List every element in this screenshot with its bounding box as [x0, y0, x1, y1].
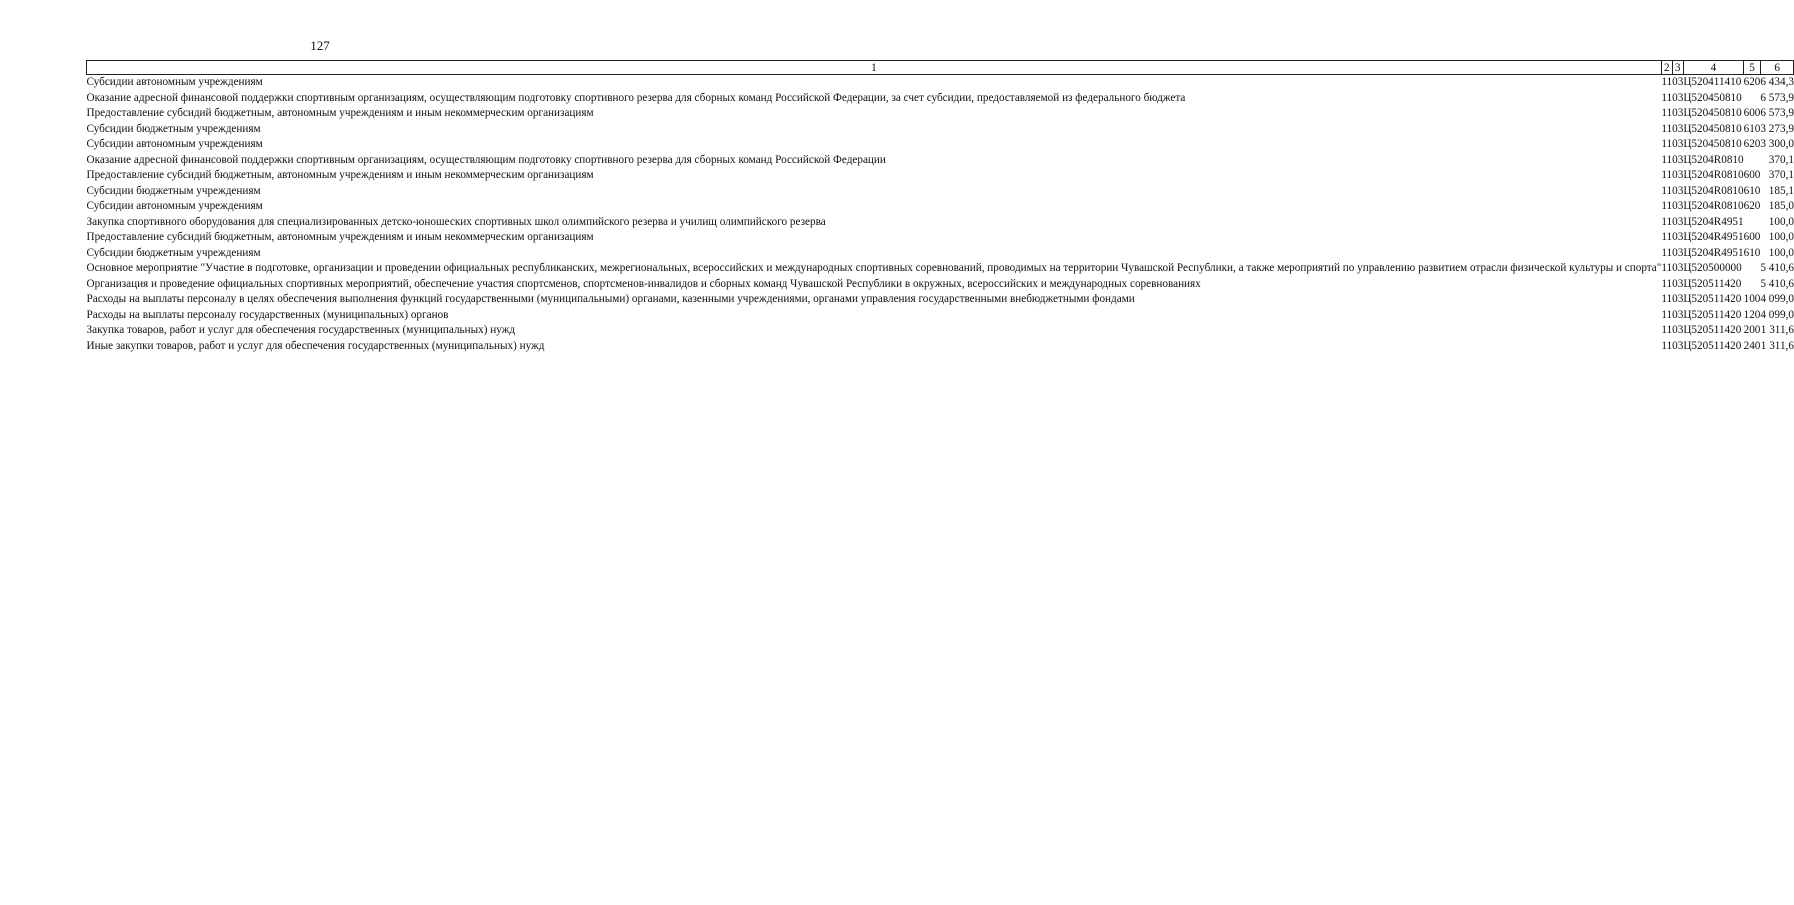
section-cell: 11 [1661, 262, 1673, 274]
expense-type-cell: 600 [1743, 169, 1761, 181]
section-cell: 11 [1661, 153, 1673, 166]
table-row [87, 137, 1794, 153]
row-name-cell: Основное мероприятие "Участие в подготовке, организации и проведении официальных республиканских, межрегиональных, всероссийских и международных спортивных соревнований, проводимых на территории Чувашской Республики, а также мероприятий по управлению развитием отрасли физической культуры и спорта" [86, 262, 1662, 274]
row-name-cell: Субсидии бюджетным учреждениям [86, 184, 261, 197]
expense-type-cell [1744, 277, 1761, 293]
expense-type-cell: 120 [1743, 308, 1761, 321]
amount-cell: 6 573,9 [1760, 91, 1794, 104]
section-cell: 11 [1661, 231, 1673, 243]
expense-type-cell: 610 [1743, 184, 1761, 197]
table-row [87, 75, 1794, 91]
target-article-cell: Ц520450810 [1683, 138, 1742, 150]
target-article-cell: Ц520411410 [1683, 76, 1742, 88]
amount-cell: 6 573,9 [1760, 107, 1794, 119]
section-cell: 11 [1661, 200, 1673, 212]
column-header: 5 [1744, 61, 1761, 75]
target-article-cell: Ц520450810 [1683, 122, 1742, 135]
section-cell: 11 [1661, 215, 1673, 228]
subsection-cell: 03 [1672, 122, 1684, 135]
table-row [87, 277, 1794, 293]
row-name-cell: Субсидии автономным учреждениям [86, 200, 263, 212]
table-row [87, 261, 1794, 277]
subsection-cell: 03 [1672, 246, 1684, 259]
table-row [87, 153, 1794, 169]
expense-type-cell: 240 [1743, 339, 1761, 352]
subsection-cell: 03 [1672, 262, 1684, 274]
row-name-cell: Оказание адресной финансовой поддержки спортивным организациям, осуществляющим подготовку спортивного резерва для сборных команд Российской Федерации, за счет субсидии, предоставляемой из федерального бюджета [86, 91, 1186, 104]
target-article-cell: Ц520511420 [1683, 324, 1742, 336]
table-row [87, 339, 1794, 355]
subsection-cell: 03 [1672, 153, 1684, 166]
subsection-cell: 03 [1672, 339, 1684, 352]
row-name-cell: Субсидии автономным учреждениям [86, 138, 263, 150]
section-cell: 11 [1661, 308, 1673, 321]
expense-type-cell [1744, 261, 1761, 277]
amount-cell: 185,1 [1768, 184, 1794, 197]
expense-type-cell: 600 [1743, 107, 1761, 119]
subsection-cell: 03 [1672, 308, 1684, 321]
expense-type-cell: 620 [1743, 200, 1761, 212]
row-name-cell: Субсидии бюджетным учреждениям [86, 246, 261, 259]
subsection-cell: 03 [1672, 293, 1684, 305]
expense-type-cell [1744, 91, 1761, 107]
amount-cell: 100,0 [1768, 246, 1794, 259]
target-article-cell: Ц5204R4951 [1683, 215, 1744, 228]
subsection-cell: 03 [1672, 169, 1684, 181]
subsection-cell: 03 [1672, 231, 1684, 243]
section-cell: 11 [1661, 169, 1673, 181]
subsection-cell: 03 [1672, 107, 1684, 119]
row-name-cell: Оказание адресной финансовой поддержки спортивным организациям, осуществляющим подготовку спортивного резерва для сборных команд Российской Федерации [86, 153, 886, 166]
amount-cell: 5 410,6 [1760, 262, 1794, 274]
table-row [87, 122, 1794, 138]
section-cell: 11 [1661, 246, 1673, 259]
expense-type-cell: 100 [1743, 293, 1761, 305]
expense-type-cell: 200 [1743, 324, 1761, 336]
table-row [87, 168, 1794, 184]
expense-type-cell [1744, 215, 1761, 231]
expense-type-cell: 600 [1743, 231, 1761, 243]
column-header: 1 [87, 61, 1662, 75]
table-row [87, 199, 1794, 215]
subsection-cell: 03 [1672, 277, 1684, 290]
column-header: 6 [1760, 61, 1794, 75]
amount-cell: 1 311,6 [1760, 339, 1794, 352]
subsection-cell: 03 [1672, 91, 1684, 104]
subsection-cell: 03 [1672, 76, 1684, 88]
amount-cell: 3 273,9 [1760, 122, 1794, 135]
target-article-cell: Ц520511420 [1683, 339, 1742, 352]
expense-type-cell: 620 [1743, 138, 1761, 150]
expense-type-cell: 610 [1743, 122, 1761, 135]
amount-cell: 1 311,6 [1760, 324, 1794, 336]
section-cell: 11 [1661, 122, 1673, 135]
amount-cell: 100,0 [1768, 231, 1794, 243]
expense-type-cell: 620 [1743, 76, 1761, 88]
row-name-cell: Расходы на выплаты персоналу в целях обеспечения выполнения функций государственными (муниципальными) органами, казенными учреждениями, органами управления государственными внебюджетными фондами [86, 293, 1135, 305]
target-article-cell: Ц520511420 [1683, 293, 1742, 305]
row-name-cell: Субсидии бюджетным учреждениям [86, 122, 261, 135]
section-cell: 11 [1661, 76, 1673, 88]
amount-cell: 370,1 [1768, 169, 1794, 181]
table-row [87, 91, 1794, 107]
column-header: 4 [1683, 61, 1743, 75]
row-name-cell: Предоставление субсидий бюджетным, автономным учреждениям и иным некоммерческим организациям [86, 169, 594, 181]
column-header: 3 [1672, 61, 1683, 75]
subsection-cell: 03 [1672, 200, 1684, 212]
target-article-cell: Ц520511420 [1683, 277, 1742, 290]
table-row [87, 246, 1794, 262]
table-row [87, 292, 1794, 308]
section-cell: 11 [1661, 184, 1673, 197]
amount-cell: 370,1 [1768, 153, 1794, 166]
target-article-cell: Ц5204R0810 [1683, 169, 1744, 181]
amount-cell: 100,0 [1768, 215, 1794, 228]
amount-cell: 3 300,0 [1760, 138, 1794, 150]
budget-table [86, 60, 1794, 354]
row-name-cell: Закупка спортивного оборудования для специализированных детско-юношеских спортивных школ олимпийского резерва и училищ олимпийского резерва [86, 215, 826, 228]
table-row [87, 184, 1794, 200]
target-article-cell: Ц5204R0810 [1683, 184, 1744, 197]
subsection-cell: 03 [1672, 184, 1684, 197]
amount-cell: 4 099,0 [1760, 293, 1794, 305]
row-name-cell: Организация и проведение официальных спортивных мероприятий, обеспечение участия спортсменов, спортсменов-инвалидов и сборных команд Чувашской Республики в окружных, всероссийских и международных соревнованиях [86, 277, 1201, 290]
row-name-cell: Предоставление субсидий бюджетным, автономным учреждениям и иным некоммерческим организациям [86, 231, 594, 243]
table-header-row [87, 61, 1794, 75]
section-cell: 11 [1661, 91, 1673, 104]
target-article-cell: Ц5204R0810 [1683, 153, 1744, 166]
table-row [87, 106, 1794, 122]
amount-cell: 4 099,0 [1760, 308, 1794, 321]
section-cell: 11 [1661, 339, 1673, 352]
expense-type-cell [1744, 153, 1761, 169]
section-cell: 11 [1661, 277, 1673, 290]
target-article-cell: Ц520511420 [1683, 308, 1742, 321]
section-cell: 11 [1661, 107, 1673, 119]
subsection-cell: 03 [1672, 138, 1684, 150]
target-article-cell: Ц520450810 [1683, 107, 1742, 119]
target-article-cell: Ц5204R4951 [1683, 246, 1744, 259]
target-article-cell: Ц520500000 [1683, 262, 1742, 274]
table-row [87, 230, 1794, 246]
amount-cell: 185,0 [1768, 200, 1794, 212]
subsection-cell: 03 [1672, 215, 1684, 228]
target-article-cell: Ц520450810 [1683, 91, 1742, 104]
section-cell: 11 [1661, 138, 1673, 150]
row-name-cell: Субсидии автономным учреждениям [86, 76, 263, 88]
table-row [87, 323, 1794, 339]
expense-type-cell: 610 [1743, 246, 1761, 259]
row-name-cell: Расходы на выплаты персоналу государственных (муниципальных) органов [86, 308, 449, 321]
column-header: 2 [1661, 61, 1672, 75]
target-article-cell: Ц5204R0810 [1683, 200, 1744, 212]
table-row [87, 215, 1794, 231]
row-name-cell: Иные закупки товаров, работ и услуг для обеспечения государственных (муниципальных) нужд [86, 339, 545, 352]
section-cell: 11 [1661, 293, 1673, 305]
page-number: 127 [310, 38, 330, 53]
section-cell: 11 [1661, 324, 1673, 336]
amount-cell: 5 410,6 [1760, 277, 1794, 290]
table-row [87, 308, 1794, 324]
subsection-cell: 03 [1672, 324, 1684, 336]
row-name-cell: Предоставление субсидий бюджетным, автономным учреждениям и иным некоммерческим организациям [86, 107, 594, 119]
amount-cell: 6 434,3 [1760, 76, 1794, 88]
target-article-cell: Ц5204R4951 [1683, 231, 1744, 243]
row-name-cell: Закупка товаров, работ и услуг для обеспечения государственных (муниципальных) нужд [86, 324, 516, 336]
